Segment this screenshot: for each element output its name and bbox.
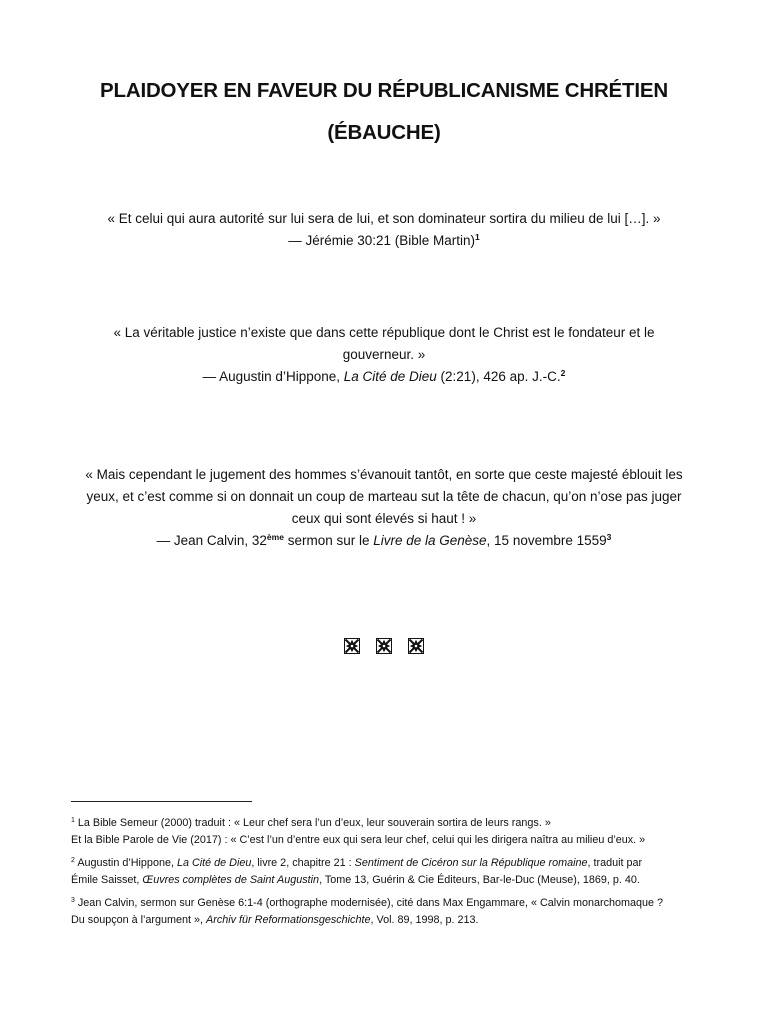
footnote-1: $^1$ La Bible Semeur (2000) traduit : « Leur chef sera l’un d’eux, leur souverain sortira de leurs rangs. » Et la Bible Parole de Vie (2017) : « C’est l’un d’entre eux qui sera leur chef, celui qui les dirigera naîtra au milieu d’eux. » [71,817,646,846]
footnote-number: 2 [71,857,75,864]
epigraph-quote: « Et celui qui aura autorité sur lui sera de lui, et son dominateur sortira du milieu de lui […]. » [107,211,661,226]
epigraph-quote-line: yeux, et c’est comme si on donnait un coup de marteau sut la tête de chacun, qu’on n’ose pas juger [86,489,682,504]
title-line-1: PLAIDOYER EN FAVEUR DU RÉPUBLICANISME CHRÉTIEN [100,79,668,102]
epigraph-attribution: — Augustin d’Hippone, La Cité de Dieu (2:21), 426 ap. J.-C.$^2$ [202,368,566,384]
work-title: Livre de la Genèse [373,533,487,548]
epigraph-augustine [60,322,708,388]
epigraph-calvin [60,464,708,552]
epigraph-jeremiah [60,208,708,252]
work-title: La Cité de Dieu [343,369,437,384]
epigraph-quote-line: gouverneur. » [342,347,426,362]
footnote-number: 1 [71,817,75,824]
epigraph-attribution: — Jean Calvin, 32ème sermon sur le Livre de la Genèse, 15 novembre 1559$^3$ [156,532,612,548]
epigraph-quote-line: « La véritable justice n’existe que dans cette république dont le Christ est le fondateur et le [113,325,655,340]
fleuron-icon [344,638,360,654]
section-ornaments [0,638,768,654]
footnote-separator [71,801,252,802]
footnote-ref[interactable]: 1 [475,232,480,242]
footnote-ref[interactable]: 2 [560,368,566,378]
footnote-2: $^2$ Augustin d’Hippone, La Cité de Dieu, livre 2, chapitre 21 : Sentiment de Cicéron sur la République romaine, traduit par Émile Saisset, Œuvres complètes de Saint Augustin, Tome 13, Guérin & Cie Éditeurs, Bar-le-Duc (Meuse), 1869, p. 40. [71,857,643,886]
fleuron-icon [376,638,392,654]
footnote-number: 3 [71,897,75,904]
epigraph-quote-line: ceux qui sont élevés si haut ! » [291,511,477,526]
document-title [40,70,728,154]
footnote-3: $^3$ Jean Calvin, sermon sur Genèse 6:1-4 (orthographe modernisée), cité dans Max Engammare, « Calvin monarchomaque ? Du soupçon à l’argument », Archiv für Reformationsgeschichte, Vol. 89, 1998, p. 213. [71,897,664,926]
title-line-2: (ÉBAUCHE) [327,121,441,144]
ordinal-suffix: ème [266,532,284,542]
footnote-ref[interactable]: 3 [606,532,612,542]
fleuron-icon [408,638,424,654]
epigraph-quote-line: « Mais cependant le jugement des hommes s’évanouit tantôt, en sorte que ceste majesté éblouit les [85,467,683,482]
footnotes [71,815,711,935]
epigraph-attribution: — Jérémie 30:21 (Bible Martin)$^1$ [288,232,480,248]
